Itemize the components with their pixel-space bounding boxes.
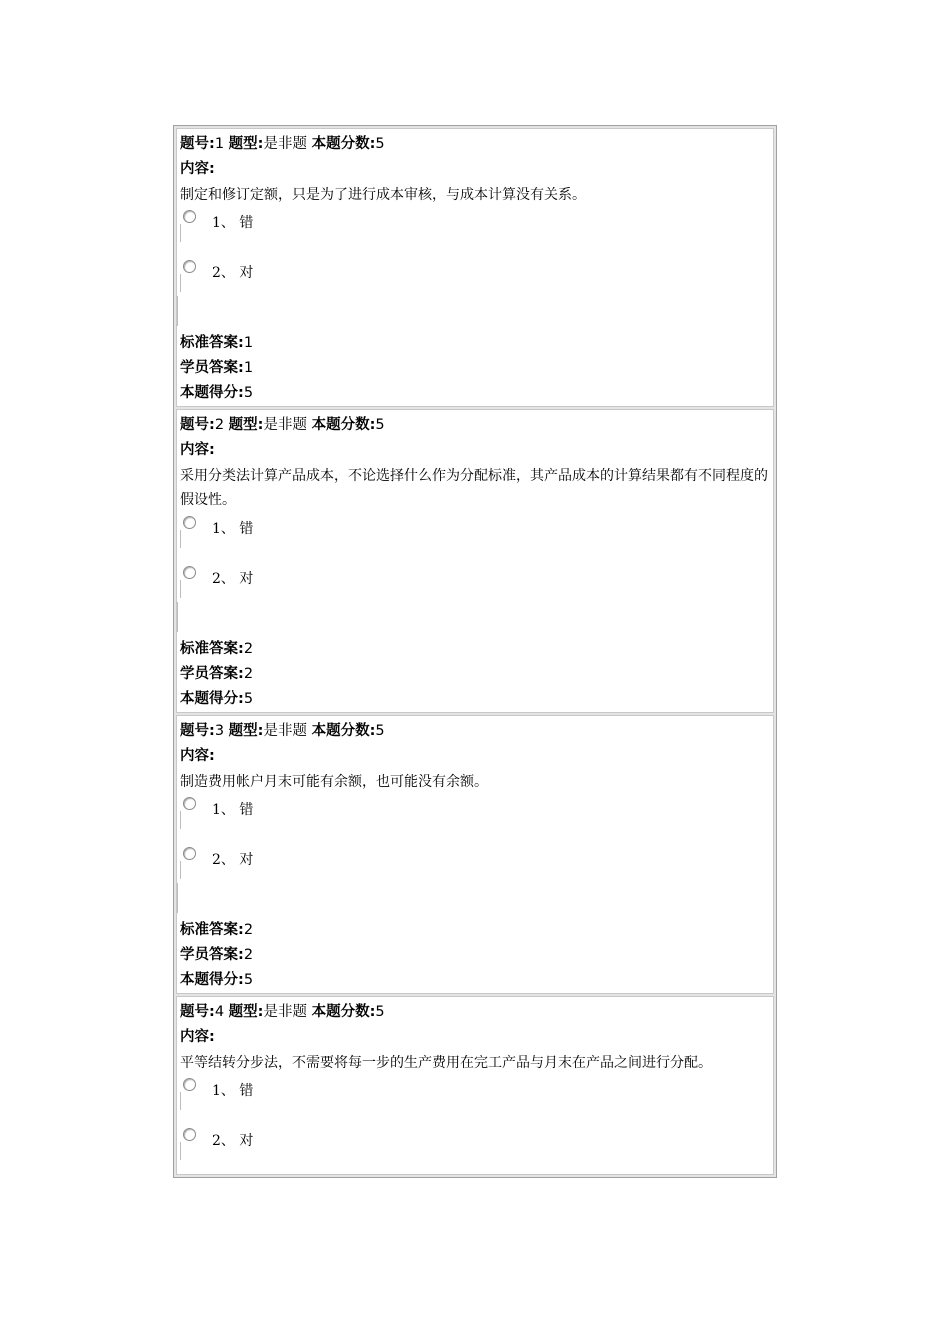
student-answer-value: 1	[243, 360, 254, 376]
content-label: 内容:	[180, 442, 215, 458]
radio-button[interactable]	[183, 1128, 196, 1141]
student-answer-label: 学员答案:	[180, 360, 244, 376]
question-content: 制定和修订定额，只是为了进行成本审核，与成本计算没有关系。	[180, 187, 586, 203]
standard-answer	[180, 920, 253, 940]
option-bar	[177, 602, 178, 632]
option-label: 1、 错	[212, 802, 254, 818]
question-block	[176, 128, 774, 407]
standard-answer-label: 标准答案:	[180, 335, 244, 351]
question-number-label: 题号:	[180, 136, 215, 152]
question-score-label: 本题分数:	[311, 1004, 376, 1020]
question-number: 3	[214, 723, 225, 739]
question-score-label: 本题分数:	[311, 417, 376, 433]
question-type-label: 题型:	[228, 723, 264, 739]
student-answer-value: 2	[243, 947, 254, 963]
option-bar	[180, 530, 181, 548]
question-content: 制造费用帐户月末可能有余额，也可能没有余额。	[180, 774, 488, 790]
question-got-score	[180, 970, 253, 990]
question-score: 5	[375, 417, 385, 433]
standard-answer-value: 1	[243, 335, 254, 351]
question-number: 2	[214, 417, 225, 433]
option-2[interactable]	[180, 1128, 300, 1168]
got-score-value: 5	[243, 691, 254, 707]
standard-answer-value: 2	[243, 641, 254, 657]
standard-answer-value: 2	[243, 922, 254, 938]
student-answer-value: 2	[243, 666, 254, 682]
question-type: 是非题	[263, 417, 307, 433]
option-1[interactable]	[180, 1078, 300, 1118]
option-1[interactable]	[180, 210, 300, 250]
question-header	[180, 1002, 385, 1022]
got-score-label: 本题得分:	[180, 385, 244, 401]
question-type: 是非题	[263, 723, 307, 739]
student-answer	[180, 358, 253, 378]
radio-button[interactable]	[183, 847, 196, 860]
option-bar	[180, 861, 181, 879]
radio-button[interactable]	[183, 566, 196, 579]
question-block	[176, 715, 774, 994]
question-header	[180, 134, 385, 154]
question-score: 5	[375, 1004, 385, 1020]
question-number-label: 题号:	[180, 417, 215, 433]
option-bar	[177, 883, 178, 913]
option-label: 2、 对	[212, 852, 254, 868]
option-bar	[180, 580, 181, 598]
question-content: 采用分类法计算产品成本，不论选择什么作为分配标准，其产品成本的计算结果都有不同程度的假设性。	[180, 468, 768, 508]
question-type: 是非题	[263, 1004, 307, 1020]
radio-button[interactable]	[183, 516, 196, 529]
question-header	[180, 415, 385, 435]
standard-answer	[180, 639, 253, 659]
question-score-label: 本题分数:	[311, 723, 376, 739]
student-answer-label: 学员答案:	[180, 947, 244, 963]
question-header	[180, 721, 385, 741]
question-score: 5	[375, 136, 385, 152]
question-number-label: 题号:	[180, 723, 215, 739]
question-number-label: 题号:	[180, 1004, 215, 1020]
option-bar	[180, 1092, 181, 1110]
option-bar	[180, 811, 181, 829]
question-score: 5	[375, 723, 385, 739]
question-block	[176, 409, 774, 713]
option-label: 2、 对	[212, 265, 254, 281]
option-2[interactable]	[180, 847, 300, 887]
question-number: 4	[214, 1004, 225, 1020]
radio-button[interactable]	[183, 797, 196, 810]
question-content: 平等结转分步法，不需要将每一步的生产费用在完工产品与月末在产品之间进行分配。	[180, 1055, 712, 1071]
quiz-frame	[173, 125, 777, 1178]
option-bar	[180, 274, 181, 292]
question-score-label: 本题分数:	[311, 136, 376, 152]
student-answer-label: 学员答案:	[180, 666, 244, 682]
option-1[interactable]	[180, 516, 300, 556]
option-label: 1、 错	[212, 1083, 254, 1099]
option-bar	[177, 296, 178, 326]
radio-button[interactable]	[183, 260, 196, 273]
option-label: 2、 对	[212, 571, 254, 587]
student-answer	[180, 664, 253, 684]
option-label: 1、 错	[212, 521, 254, 537]
option-2[interactable]	[180, 260, 300, 300]
got-score-value: 5	[243, 385, 254, 401]
question-got-score	[180, 383, 253, 403]
got-score-label: 本题得分:	[180, 691, 244, 707]
question-type-label: 题型:	[228, 417, 264, 433]
content-label: 内容:	[180, 161, 215, 177]
question-type-label: 题型:	[228, 136, 264, 152]
question-got-score	[180, 689, 253, 709]
option-2[interactable]	[180, 566, 300, 606]
question-type: 是非题	[263, 136, 307, 152]
question-number: 1	[214, 136, 225, 152]
standard-answer	[180, 333, 253, 353]
student-answer	[180, 945, 253, 965]
option-bar	[180, 1142, 181, 1160]
option-bar	[180, 224, 181, 242]
standard-answer-label: 标准答案:	[180, 922, 244, 938]
content-label: 内容:	[180, 748, 215, 764]
radio-button[interactable]	[183, 210, 196, 223]
radio-button[interactable]	[183, 1078, 196, 1091]
standard-answer-label: 标准答案:	[180, 641, 244, 657]
option-1[interactable]	[180, 797, 300, 837]
question-block	[176, 996, 774, 1175]
option-label: 1、 错	[212, 215, 254, 231]
content-label: 内容:	[180, 1029, 215, 1045]
got-score-label: 本题得分:	[180, 972, 244, 988]
question-type-label: 题型:	[228, 1004, 264, 1020]
got-score-value: 5	[243, 972, 254, 988]
option-label: 2、 对	[212, 1133, 254, 1149]
